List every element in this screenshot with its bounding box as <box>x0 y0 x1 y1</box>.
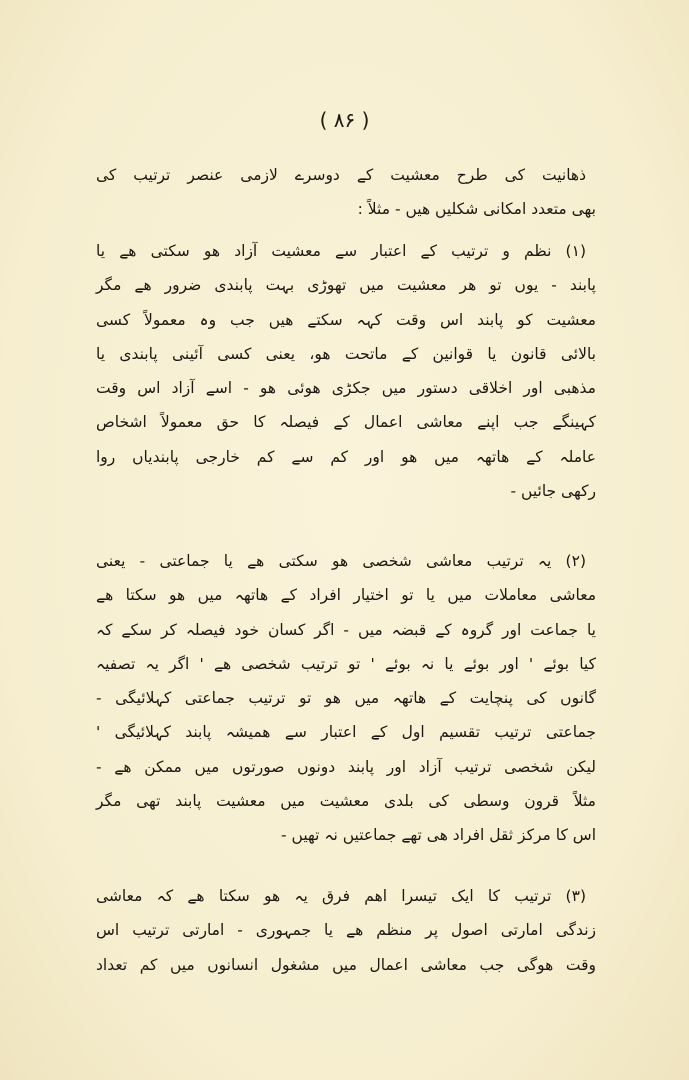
text-line: گانوں کی پنچایت کے ھاتھہ میں ھو تو ترتیب جماعتی کہلائیگی - <box>96 689 596 708</box>
text-line: مثلاً قرون وسطی کی بلدی معشیت میں معشیت پابند تھی مگر <box>96 792 596 811</box>
text-line: زندگی امارتی اصول پر منظم ھے یا جمہوری - امارتی ترتیب اس <box>96 921 596 940</box>
paragraph-2 <box>96 544 596 853</box>
text-line: رکھی جائیں - <box>510 482 596 501</box>
text-line: عاملہ کے ھاتھہ میں ھو اور کم سے کم خارجی پابندیاں روا <box>96 447 596 466</box>
text-line: پابند - یوں تو ھر معشیت میں تھوڑی بہت پابندی ضرور ھے مگر <box>96 276 596 295</box>
paragraph-3 <box>96 879 596 982</box>
text-line: لیکن شخصی ترتیب آزاد اور پابند دونوں صورتوں میں ممکن ھے - <box>96 757 596 776</box>
text-line: مذهبی اور اخلاقی دستور میں جکڑی ھوئی ھو - اسے آزاد اس وقت <box>96 379 596 398</box>
text-line: کہینگے جب اپنے معاشی اعمال کے فیصلہ کا حق معمولاً اشخاص <box>96 413 596 432</box>
text-line: بالائی قانون یا قوانین کے ماتحت ھو، یعنی کسی آئینی پابندی یا <box>96 344 596 363</box>
text-line: (۲) یہ ترتیب معاشی شخصی ھو سکتی ھے یا جماعتی - یعنی <box>96 552 586 570</box>
text-line: وقت ھوگی جب معاشی اعمال میں مشغول انسانوں میں کم تعداد <box>96 955 596 974</box>
page-number: ( ۸۶ ) <box>319 108 370 132</box>
text-line: معشیت کو پابند اس وقت کہہ سکتے ھیں جب وہ معمولاً کسی <box>96 310 596 329</box>
text-line: کیا بوئے ' اور بوئے یا نہ بوئے ' تو ترتیب شخصی ھے ' اگر یہ تصفیہ <box>96 654 596 673</box>
text-line: یا جماعت اور گروہ کے قبضہ میں - اگر کسان خود فیصلہ کر سکے کہ <box>96 620 596 639</box>
text-line: ذهانیت کی طرح معشیت کے دوسرے لازمی عنصر ترتیب کی <box>96 166 586 184</box>
intro-paragraph <box>96 158 596 227</box>
text-line: جماعتی ترتیب تقسیم اول کے اعتبار سے ھمیشہ پابند کہلائیگی ' <box>96 723 596 742</box>
text-line: (۱) نظم و ترتیب کے اعتبار سے معشیت آزاد ھو سکتی ھے یا <box>96 242 586 260</box>
text-line: بھی متعدد امکانی شکلیں ھیں - مثلاً : <box>357 200 596 219</box>
text-line: معاشی معاملات میں یا تو اختیار افراد کے ھاتھہ میں ھو سکتا ھے <box>96 586 596 605</box>
paragraph-1 <box>96 234 596 508</box>
text-line: (۳) ترتیب کا ایک تیسرا اھم فرق یہ ھو سکتا ھے کہ معاشی <box>96 887 586 905</box>
text-line: اس کا مرکز ثقل افراد ھی تھے جماعتیں نہ تھیں - <box>281 826 596 845</box>
